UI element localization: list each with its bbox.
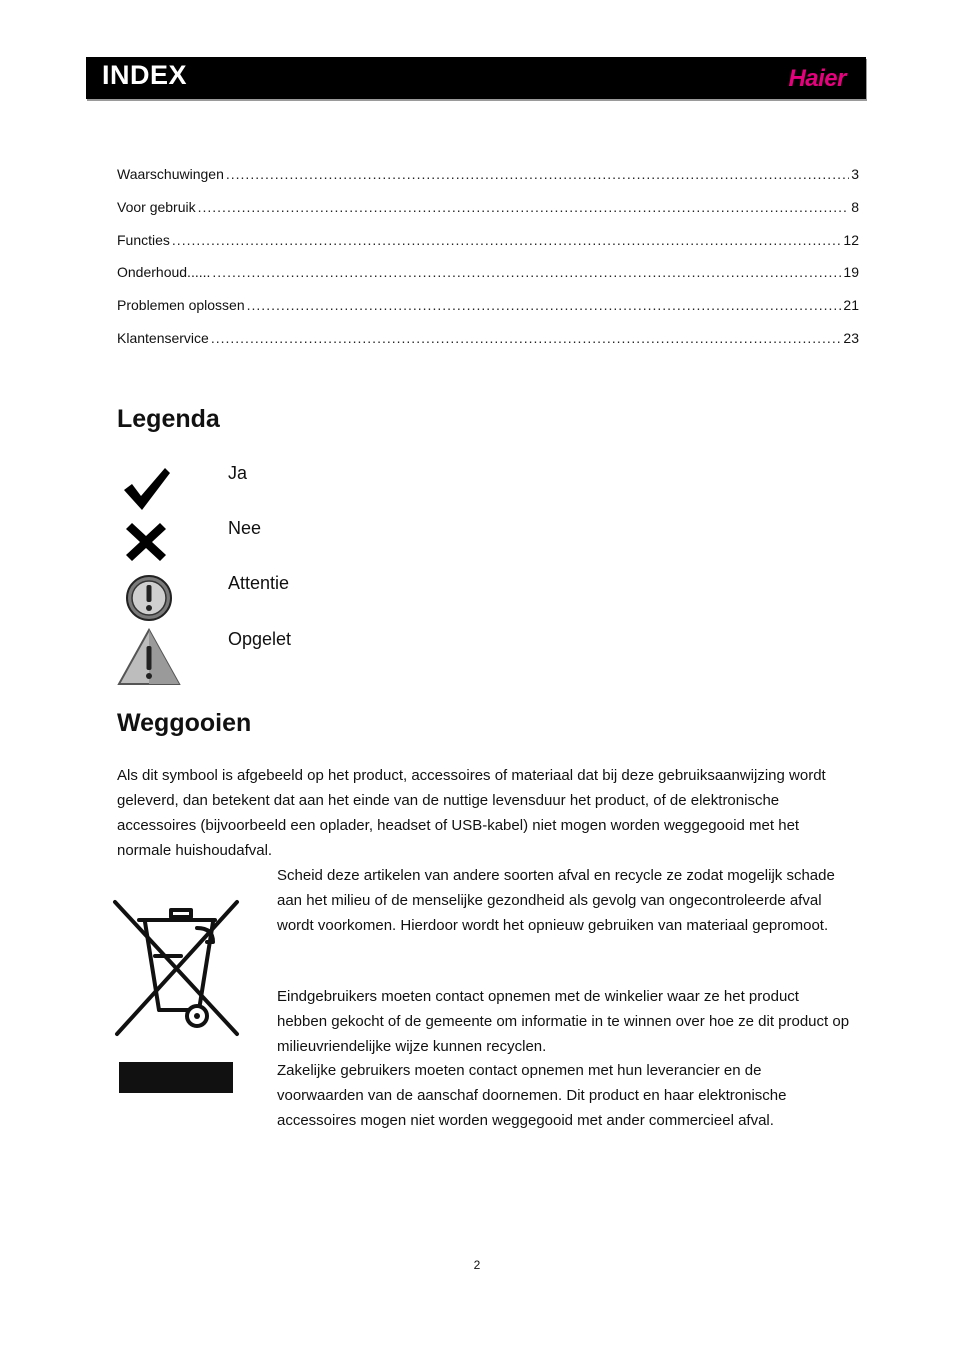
- legend-heading: Legenda: [117, 405, 220, 433]
- toc-leader-dots: [172, 232, 842, 248]
- check-icon: [122, 466, 172, 512]
- toc-leader-dots: [198, 199, 850, 215]
- toc-entry-page: 21: [843, 297, 859, 314]
- header-bar: [86, 57, 866, 99]
- toc-entry-page: 12: [843, 231, 859, 248]
- toc-entry-label: Klantenservice: [117, 329, 209, 346]
- toc-entry[interactable]: [117, 166, 859, 199]
- legend-label-yes: Ja: [228, 463, 248, 483]
- toc-entry-label: Waarschuwingen: [117, 166, 224, 182]
- toc-entry-page: 8: [851, 198, 859, 215]
- toc-leader-dots: [247, 297, 842, 313]
- warning-triangle-icon: [117, 628, 181, 686]
- toc-entry[interactable]: [117, 264, 859, 297]
- toc-leader-dots: [212, 264, 841, 280]
- disposal-para-business-users: Zakelijke gebruikers moeten contact opnemen met hun leverancier en de voorwaarden van de aanschaf doornemen. Dit product en haar elektronische accessoires mogen niet worden weggegooid met ander commercieel afval.: [277, 1062, 787, 1129]
- disposal-intro: Als dit symbool is afgebeeld op het product, accessoires of materiaal dat bij deze gebruiksaanwijzing wordt geleverd, dan betekent dat aan het einde van de nuttige levensduur het product, of de elektronische accessoires (bijvoorbeeld een oplader, headset of USB-kabel) niet mogen worden weggegooid met het normale huishoudafval.: [117, 767, 826, 859]
- toc-entry-label: Onderhoud......: [117, 264, 211, 281]
- toc-entry-label: Problemen oplossen: [117, 297, 245, 314]
- toc-entry-page: 19: [843, 264, 859, 281]
- toc-entry[interactable]: [117, 330, 859, 363]
- toc-entry-page: 23: [843, 329, 859, 346]
- cross-icon: [123, 521, 169, 563]
- page-title: INDEX: [102, 60, 188, 90]
- toc-leader-dots: [211, 330, 842, 346]
- legend-label-caution: Opgelet: [228, 629, 292, 649]
- legend-label-attention: Attentie: [228, 573, 290, 593]
- toc-entry[interactable]: [117, 232, 859, 265]
- table-of-contents: [117, 166, 859, 363]
- disposal-para-separate: Scheid deze artikelen van andere soorten afval en recycle ze zodat mogelijk schade aan het milieu of de menselijke gezondheid als gevolg van ongecontroleerde afval wordt voorkomen. Hierdoor wordt het opnieuw gebruiken van materiaal gepromoot.: [277, 867, 835, 934]
- haier-logo: Haier: [788, 65, 846, 92]
- disposal-para-end-users: Eindgebruikers moeten contact opnemen met de winkelier waar ze het product hebben gekocht of de gemeente om informatie in te winnen over hoe ze dit product op milieuvriendelijke wijze kunnen recyclen.: [277, 988, 850, 1055]
- toc-entry-label: Voor gebruik: [117, 198, 196, 215]
- legend-label-no: Nee: [228, 518, 262, 538]
- page-number: 2: [473, 1258, 481, 1272]
- toc-entry[interactable]: [117, 199, 859, 232]
- attention-icon: [125, 574, 173, 622]
- weee-crossed-bin-icon: [111, 898, 243, 1096]
- toc-leader-dots: [226, 166, 849, 182]
- toc-entry-page: 3: [851, 166, 859, 182]
- toc-entry[interactable]: [117, 297, 859, 330]
- disposal-heading: Weggooien: [117, 709, 252, 737]
- toc-entry-label: Functies: [117, 231, 170, 248]
